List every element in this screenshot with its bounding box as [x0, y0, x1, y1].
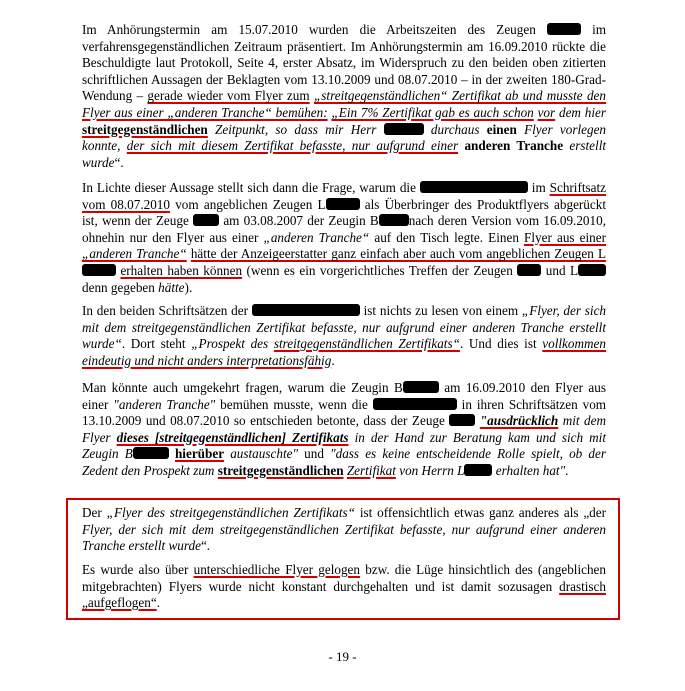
page-number: - 19 -	[328, 649, 357, 664]
redaction-bar	[379, 214, 409, 226]
paragraph-1: Im Anhörungstermin am 15.07.2010 wurden die Arbeitszeiten des Zeugen im verfahrensgegenständlichen Zeitraum präsentiert. Im Anhörungstermin am 16.09.2010 rückte die Beschuldigte laut Protokoll, Seite 4, erster Absatz, im Widerspruch zu den beiden oben zitierten schriftlichen Aussagen der Beklagten vom 13.10.2009 und 08.07.2010 – in der zweiten 180-Grad-Wendung – gerade wieder vom Flyer zum „streitgegenständlichen“ Zertifikat ab und musste den Flyer aus einer „anderen Tranche“ bemühen: „Ein 7% Zertifikat gab es auch schon vor dem hier streitgegenständlichen Zeitpunkt, so dass mir Herr durchaus einen Flyer vorlegen konnte, der sich mit diesem Zertifikat befasste, nur aufgrund einer anderen Tranche erstellt wurde“.	[82, 22, 607, 170]
redaction-bar	[517, 264, 541, 276]
paragraph-3: In den beiden Schriftsätzen der ist nichts zu lesen von einem „Flyer, der sich mit dem streitgegenständlichen Zertifikat befasste, nur aufgrund einer anderen Tranche erstellt wurde“. Dort steht „Prospekt des streitgegenständlichen Zertifikats“. Und dies ist vollkommen eindeutig und nicht anders interpretationsfähig.	[82, 303, 607, 368]
red-annotation-box	[66, 498, 620, 620]
paragraph-5: Der „Flyer des streitgegenständlichen Zertifikats“ ist offensichtlich etwas ganz anderes als „der Flyer, der sich mit dem streitgegenständlichen Zertifikat befasste, nur aufgrund einer anderen Tranche erstellt wurde“.	[82, 505, 607, 554]
redaction-bar	[547, 23, 581, 35]
paragraph-2: In Lichte dieser Aussage stellt sich dann die Frage, warum die im Schriftsatz vom 08.07.2010 vom angeblichen Zeugen L als Überbringer des Produktflyers abgerückt ist, wenn der Zeuge am 03.08.2007 der Zeugin B nach deren Version vom 16.09.2010, ohnehin nur den Flyer aus einer „anderen Tranche“ auf den Tisch legte. Einen Flyer aus einer „anderen Tranche“ hätte der Anzeigeerstatter ganz einfach aber auch vom angeblichen Zeugen L erhalten haben können (wenn es ein vorgerichtliches Treffen der Zeugen und L denn gegeben hätte).	[82, 180, 607, 295]
redaction-bar	[193, 214, 219, 226]
redaction-bar	[373, 398, 457, 410]
redaction-bar	[82, 264, 116, 276]
redaction-bar	[464, 464, 492, 476]
redaction-bar	[420, 181, 528, 193]
redaction-bar	[252, 304, 360, 316]
redaction-bar	[133, 447, 169, 459]
redaction-bar	[326, 198, 360, 210]
paragraph-4: Man könnte auch umgekehrt fragen, warum die Zeugin B am 16.09.2010 den Flyer aus einer "anderen Tranche" bemühen musste, wenn die in ihren Schriftsätzen vom 13.10.2009 und 08.07.2010 so entschieden betonte, dass der Zeuge "ausdrücklich mit dem Flyer dieses [streitgegenständlichen] Zertifikats in der Hand zur Beratung kam und sich mit Zeugin B hierüber austauschte" und "dass es keine entscheidende Rolle spielt, ob der Zedent den Prospekt zum streitgegenständlichen Zertifikat von Herrn L erhalten hat".	[82, 380, 607, 478]
paragraph-6: Es wurde also über unterschiedliche Flyer gelogen bzw. die Lüge hinsichtlich des (angeblichen mitgebrachten) Flyers wurde nicht konstant durchgehalten und ist damit sozusagen drastisch „aufgeflogen“.	[82, 562, 607, 611]
redaction-bar	[384, 123, 424, 135]
redaction-bar	[578, 264, 606, 276]
redaction-bar	[403, 381, 439, 393]
redaction-bar	[449, 414, 475, 426]
